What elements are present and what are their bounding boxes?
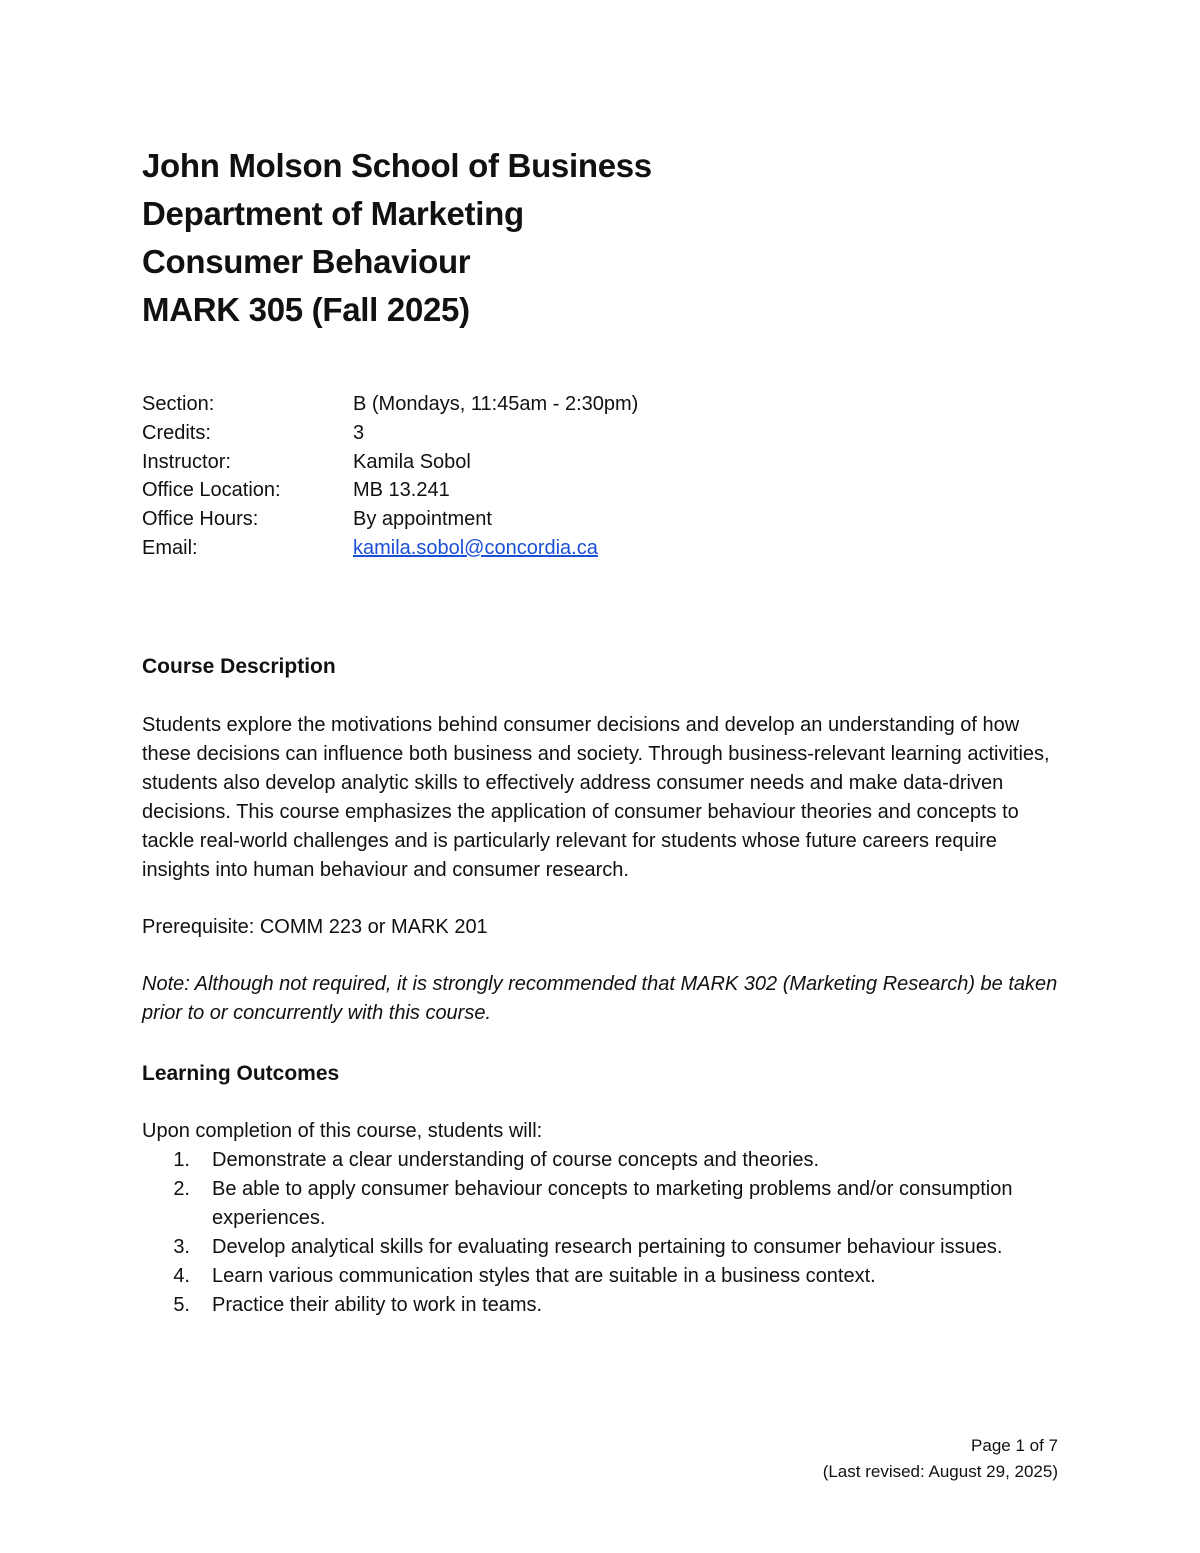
info-row-email xyxy=(142,534,638,563)
prerequisite-block xyxy=(142,913,1062,942)
course-title: Consumer Behaviour xyxy=(142,243,471,280)
list-number: 5. xyxy=(173,1294,190,1316)
info-label: Email: xyxy=(142,536,198,559)
info-row-section xyxy=(142,390,638,419)
info-value: MB 13.241 xyxy=(353,479,450,502)
info-row-credits xyxy=(142,419,638,448)
info-value: Kamila Sobol xyxy=(353,450,471,473)
info-value: B (Mondays, 11:45am - 2:30pm) xyxy=(353,393,639,415)
info-row-instructor xyxy=(142,448,638,477)
page-footer xyxy=(823,1433,1058,1485)
list-number: 1. xyxy=(173,1149,190,1171)
page-number: Page 1 of 7 xyxy=(971,1436,1058,1455)
info-row-office-hours xyxy=(142,505,638,534)
list-text: Develop analytical skills for evaluating research pertaining to consumer behaviour issues. xyxy=(212,1236,1003,1258)
list-item xyxy=(142,1262,1062,1291)
list-text: Practice their ability to work in teams. xyxy=(212,1294,543,1316)
list-number: 4. xyxy=(173,1265,190,1287)
list-item xyxy=(142,1291,1062,1320)
list-number: 3. xyxy=(173,1236,190,1258)
school-name: John Molson School of Business xyxy=(142,147,652,184)
document-title-block xyxy=(142,142,1042,334)
info-value: 3 xyxy=(353,421,365,444)
learning-outcomes-list xyxy=(142,1117,1062,1320)
info-label: Instructor: xyxy=(142,450,231,473)
list-text: Demonstrate a clear understanding of course concepts and theories. xyxy=(212,1149,820,1171)
course-info-table xyxy=(142,390,638,563)
learning-outcomes-heading: Learning Outcomes xyxy=(142,1062,340,1085)
note-text: Note: Although not required, it is strongly recommended that MARK 302 (Marketing Research) be taken prior to or concurrently with this course. xyxy=(142,973,1058,1024)
course-description-heading: Course Description xyxy=(142,655,336,678)
note-block xyxy=(142,970,1062,1028)
last-revised: (Last revised: August 29, 2025) xyxy=(822,1462,1058,1481)
list-item xyxy=(142,1146,1062,1175)
email-link[interactable]: kamila.sobol@concordia.ca xyxy=(353,536,598,559)
list-item xyxy=(142,1175,1062,1233)
prerequisite-text: Prerequisite: COMM 223 or MARK 201 xyxy=(142,916,488,938)
info-label: Office Hours: xyxy=(142,508,259,531)
info-value-email xyxy=(353,534,598,563)
outcomes-intro: Upon completion of this course, students will: xyxy=(142,1120,543,1142)
list-text: Be able to apply consumer behaviour concepts to marketing problems and/or consumption experiences. xyxy=(212,1178,1013,1229)
info-row-office-location xyxy=(142,476,638,505)
info-value: By appointment xyxy=(353,508,492,531)
info-label: Credits: xyxy=(142,421,211,444)
info-label: Section: xyxy=(142,393,215,415)
list-text: Learn various communication styles that are suitable in a business context. xyxy=(212,1265,876,1287)
info-label: Office Location: xyxy=(142,479,281,502)
list-number: 2. xyxy=(173,1178,190,1200)
course-description-text: Students explore the motivations behind consumer decisions and develop an understanding of how these decisions can influence both business and society. Through business-relevant learning activities, students also develop analytic skills to effectively address consumer needs and make data-driven decisions. This course emphasizes the application of consumer behaviour theories and concepts to tackle real-world challenges and is particularly relevant for students whose future careers require insights into human behaviour and consumer research. xyxy=(142,714,1050,881)
list-item xyxy=(142,1233,1062,1262)
department-name: Department of Marketing xyxy=(142,195,524,232)
course-code: MARK 305 (Fall 2025) xyxy=(142,291,470,328)
course-description-body xyxy=(142,711,1062,885)
